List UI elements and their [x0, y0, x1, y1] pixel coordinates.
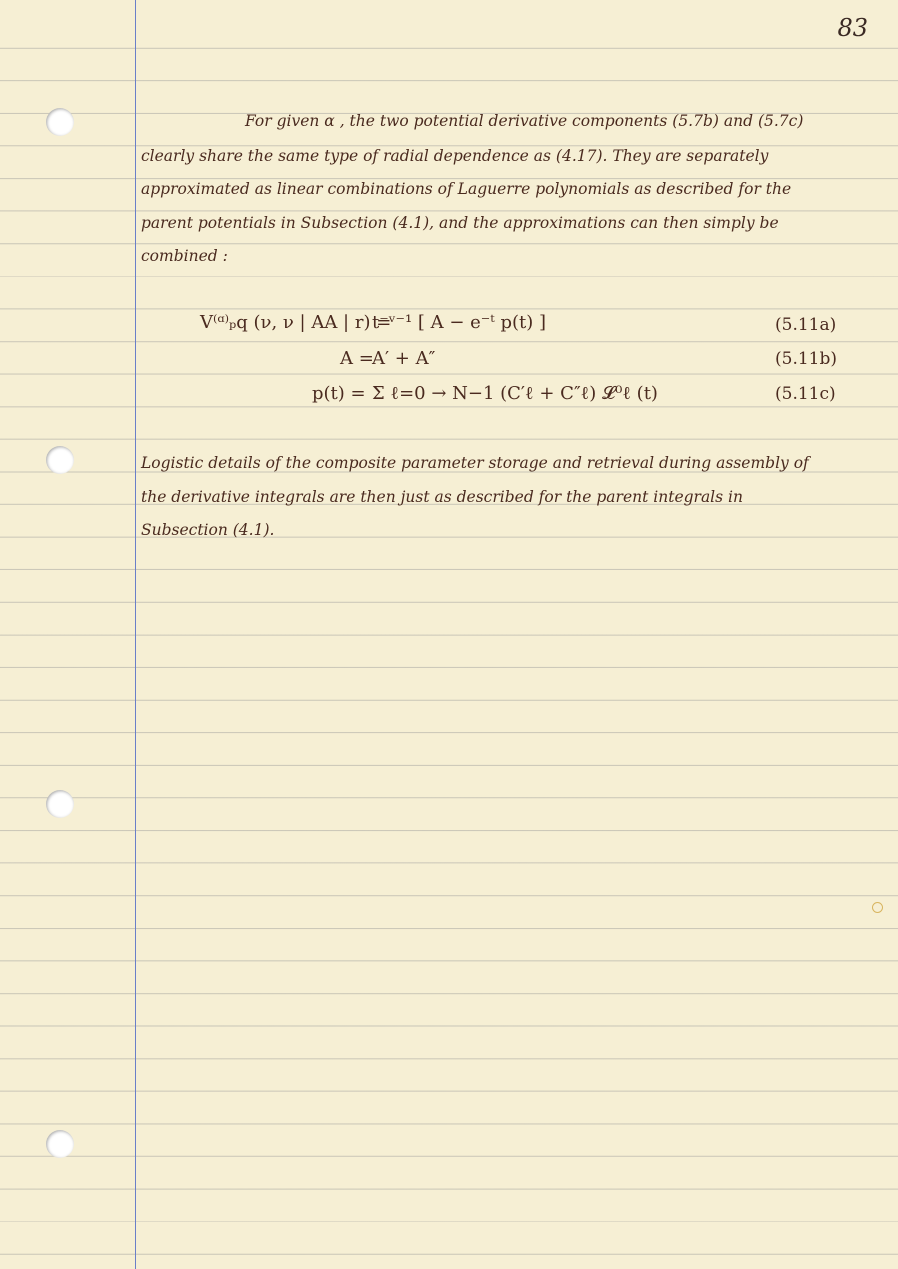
paragraph-line: Logistic details of the composite parameter storage and retrieval during assembly of — [141, 454, 809, 472]
equation-rhs: A′ + A″ — [372, 348, 436, 369]
paragraph-line: clearly share the same type of radial dependence as (4.17). They are separately — [141, 147, 769, 165]
page-number: 83 — [837, 14, 868, 42]
paragraph-line: approximated as linear combinations of Laguerre polynomials as described for the — [141, 180, 792, 198]
equation-number: (5.11c) — [775, 384, 836, 404]
equation-number: (5.11b) — [775, 349, 837, 369]
binder-hole — [46, 790, 74, 818]
binder-hole — [46, 108, 74, 136]
equation-lhs: V⁽ᵅ⁾ₚq (ν, ν | AA | r) = — [200, 312, 392, 333]
binder-hole — [46, 1130, 74, 1158]
paper-mark — [872, 902, 883, 913]
paragraph-line: combined : — [141, 247, 228, 265]
equation-lhs: A = — [340, 348, 374, 369]
equation-number: (5.11a) — [775, 315, 837, 335]
paragraph-line: parent potentials in Subsection (4.1), and the approximations can then simply be — [141, 214, 779, 232]
equation-rhs: Σ ℓ=0 → N−1 (C′ℓ + C″ℓ) 𝓛⁰ℓ (t) — [372, 383, 658, 404]
paragraph-line: Subsection (4.1). — [141, 521, 275, 539]
equation-rhs: t⁻ᵛ⁻¹ [ A − e⁻ᵗ p(t) ] — [372, 312, 547, 333]
paragraph-line: the derivative integrals are then just as described for the parent integrals in — [141, 488, 743, 506]
margin-line — [135, 0, 136, 1269]
binder-hole — [46, 446, 74, 474]
paragraph-line: For given α , the two potential derivative components (5.7b) and (5.7c) — [245, 112, 804, 130]
equation-lhs: p(t) = — [312, 383, 366, 404]
